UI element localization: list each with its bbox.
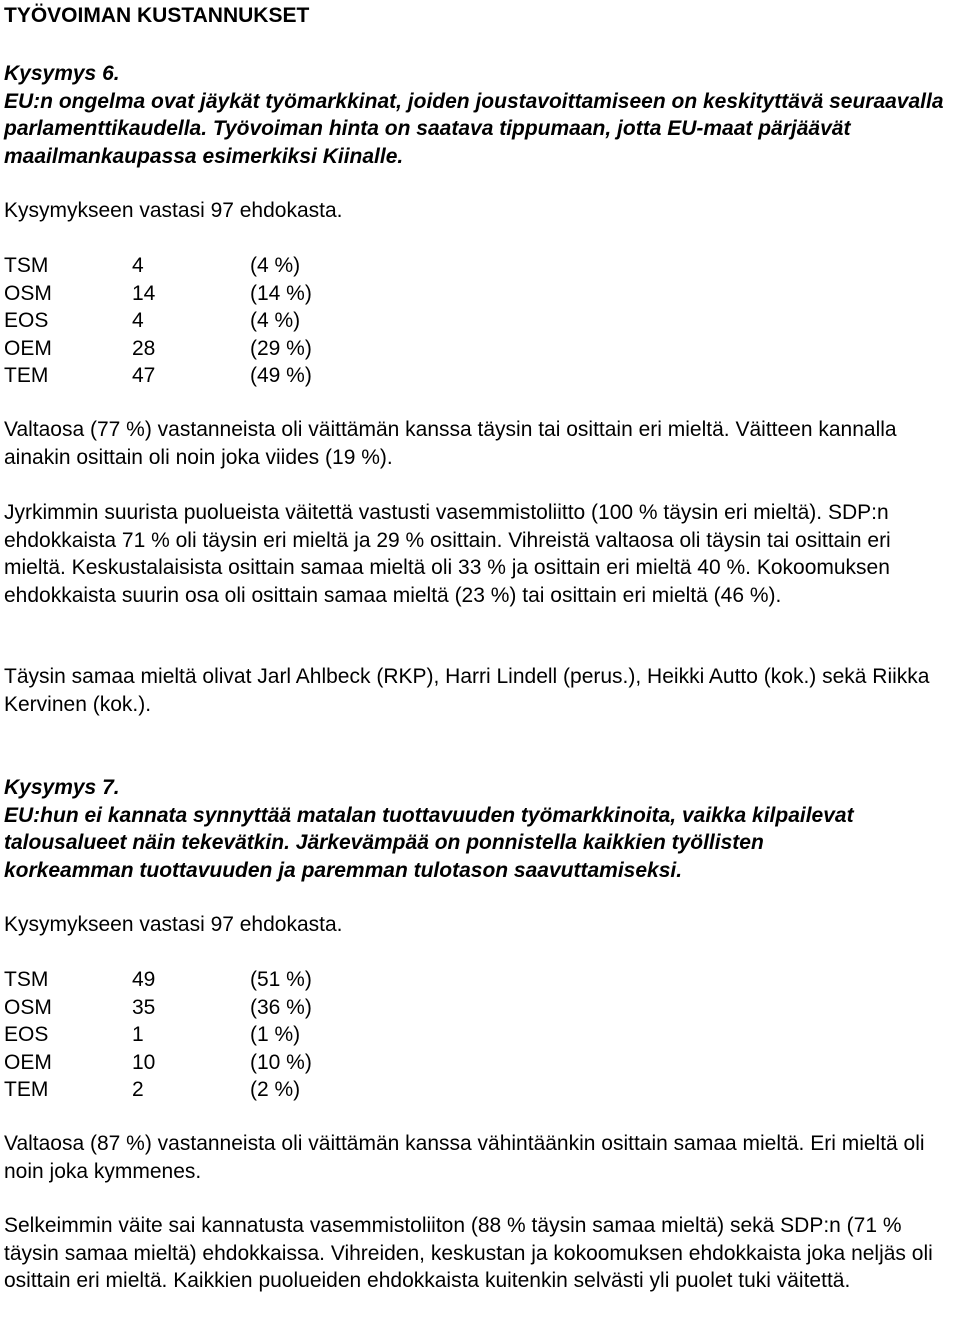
answer-percent: (14 %) <box>250 281 312 305</box>
results-table <box>4 252 958 390</box>
answer-code: TEM <box>4 1078 49 1102</box>
answer-code: TSM <box>4 968 49 991</box>
answer-percent: (4 %) <box>250 254 301 277</box>
result-row <box>4 280 958 308</box>
answer-percent: (49 %) <box>250 364 312 388</box>
respondent-count: Kysymykseen vastasi 97 ehdokasta. <box>4 913 343 936</box>
answer-percent: (29 %) <box>250 336 312 360</box>
answer-code: OSM <box>4 995 52 1019</box>
answer-code: OEM <box>4 1050 52 1074</box>
result-row <box>4 307 958 335</box>
party-breakdown-paragraph: Selkeimmin väite sai kannatusta vasemmistoliiton (88 % täysin samaa mieltä) sekä SDP:n (71 % täysin samaa mieltä) ehdokkaissa. Vihreiden, keskustan ja kokoomuksen ehdokkaista joka neljäs oli osittain eri mieltä. Kaikkien puolueiden ehdokkaista kuitenkin selvästi yli puolet tuki väitettä. <box>4 1214 933 1293</box>
question-statement: EU:n ongelma ovat jäykät työmarkkinat, joiden joustavoittamiseen on keskityttävä seuraavalla parlamenttikaudella. Työvoiman hinta on saatava tippumaan, jotta EU-maat pärjäävät maailmankaupassa esimerkiksi Kiinalle. <box>4 89 944 168</box>
answer-percent: (4 %) <box>250 309 301 333</box>
answer-percent: (2 %) <box>250 1078 301 1102</box>
answer-count: 47 <box>132 364 156 388</box>
document-heading: TYÖVOIMAN KUSTANNUKSET <box>4 4 310 27</box>
result-row <box>4 966 958 994</box>
answer-code: EOS <box>4 309 49 333</box>
question-statement: EU:hun ei kannata synnyttää matalan tuottavuuden työmarkkinoita, vaikka kilpailevat talousalueet näin tekevätkin. Järkevämpää on ponnistella kaikkien työllisten korkeamman tuottavuuden ja paremman tulotason saavuttamiseksi. <box>4 803 854 882</box>
answer-percent: (51 %) <box>250 968 312 991</box>
answer-code: EOS <box>4 1023 49 1047</box>
result-row <box>4 362 958 390</box>
answer-percent: (36 %) <box>250 995 312 1019</box>
answer-percent: (1 %) <box>250 1023 301 1047</box>
answer-count: 14 <box>132 281 156 305</box>
answer-count: 4 <box>132 309 144 333</box>
result-row <box>4 1076 958 1104</box>
answer-code: OSM <box>4 281 52 305</box>
question-6 <box>4 60 958 170</box>
results-table <box>4 966 958 1104</box>
answer-code: TSM <box>4 254 49 277</box>
result-row <box>4 335 958 363</box>
answer-code: TEM <box>4 364 49 388</box>
result-row <box>4 994 958 1022</box>
summary-paragraph: Valtaosa (87 %) vastanneista oli väittämän kanssa vähintäänkin osittain samaa mieltä. Eri mieltä oli noin joka kymmenes. <box>4 1132 925 1183</box>
question-7 <box>4 774 958 884</box>
answer-count: 2 <box>132 1078 144 1102</box>
answer-count: 1 <box>132 1023 144 1047</box>
respondent-count: Kysymykseen vastasi 97 ehdokasta. <box>4 199 343 222</box>
answer-code: OEM <box>4 336 52 360</box>
answer-percent: (10 %) <box>250 1050 312 1074</box>
answer-count: 28 <box>132 336 156 360</box>
question-label: Kysymys 7. <box>4 776 120 799</box>
answer-count: 4 <box>132 254 144 277</box>
answer-count: 10 <box>132 1050 156 1074</box>
answer-count: 49 <box>132 968 156 991</box>
result-row <box>4 252 958 280</box>
party-breakdown-paragraph: Jyrkimmin suurista puolueista väitettä vastusti vasemmistoliitto (100 % täysin eri mieltä). SDP:n ehdokkaista 71 % oli täysin eri mieltä ja 29 % osittain. Vihreistä valtaosa oli täysin tai osittain eri mieltä. Keskustalaisista osittain samaa mieltä oli 33 % ja osittain eri mieltä 40 %. Kokoomuksen ehdokkaista suurin osa oli osittain samaa mieltä (23 %) tai osittain eri mieltä (46 %). <box>4 501 891 607</box>
summary-paragraph: Valtaosa (77 %) vastanneista oli väittämän kanssa täysin tai osittain eri mieltä. Väitteen kannalla ainakin osittain oli noin joka viides (19 %). <box>4 418 897 469</box>
question-label: Kysymys 6. <box>4 62 120 85</box>
fully-agree-paragraph: Täysin samaa mieltä olivat Jarl Ahlbeck (RKP), Harri Lindell (perus.), Heikki Autto (kok.) sekä Riikka Kervinen (kok.). <box>4 665 930 716</box>
answer-count: 35 <box>132 995 156 1019</box>
result-row <box>4 1049 958 1077</box>
result-row <box>4 1021 958 1049</box>
